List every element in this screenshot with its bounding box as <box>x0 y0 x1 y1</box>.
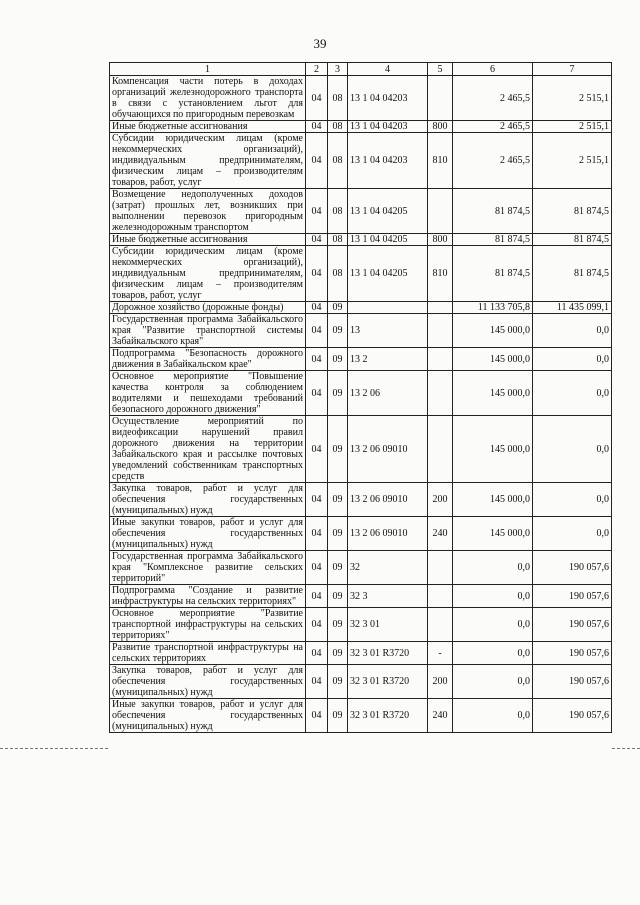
row-section: 04 <box>306 246 328 302</box>
row-amount-1: 0,0 <box>453 585 533 608</box>
column-header: 1 <box>110 63 306 76</box>
row-name: Подпрограмма "Создание и развитие инфраструктуры на сельских территориях" <box>110 585 306 608</box>
budget-table <box>109 62 612 733</box>
row-section: 04 <box>306 517 328 551</box>
row-name: Субсидии юридическим лицам (кроме некоммерческих организаций), индивидуальным предпринимателям, физическим лицам – производителям товаров, работ, услуг <box>110 133 306 189</box>
row-amount-1: 81 874,5 <box>453 246 533 302</box>
row-amount-2: 2 515,1 <box>533 76 612 121</box>
row-expense-type <box>428 585 453 608</box>
row-section: 04 <box>306 585 328 608</box>
row-subsection: 08 <box>328 189 348 234</box>
row-expense-type <box>428 348 453 371</box>
column-header: 4 <box>348 63 428 76</box>
row-amount-1: 145 000,0 <box>453 348 533 371</box>
row-expense-type <box>428 76 453 121</box>
table-row <box>110 483 612 517</box>
row-expense-type: 800 <box>428 234 453 246</box>
row-subsection: 09 <box>328 517 348 551</box>
row-expense-type <box>428 551 453 585</box>
row-name: Развитие транспортной инфраструктуры на сельских территориях <box>110 642 306 665</box>
row-amount-2: 190 057,6 <box>533 608 612 642</box>
row-target-code: 32 3 <box>348 585 428 608</box>
row-amount-2: 2 515,1 <box>533 133 612 189</box>
row-subsection: 09 <box>328 416 348 483</box>
row-section: 04 <box>306 121 328 133</box>
row-target-code: 13 1 04 04205 <box>348 234 428 246</box>
row-section: 04 <box>306 665 328 699</box>
row-amount-2: 0,0 <box>533 314 612 348</box>
row-amount-2: 0,0 <box>533 371 612 416</box>
row-name: Государственная программа Забайкальского края "Комплексное развитие сельских территорий" <box>110 551 306 585</box>
table-row <box>110 348 612 371</box>
row-section: 04 <box>306 483 328 517</box>
row-amount-2: 0,0 <box>533 416 612 483</box>
row-amount-2: 81 874,5 <box>533 189 612 234</box>
row-amount-2: 0,0 <box>533 348 612 371</box>
row-amount-2: 190 057,6 <box>533 551 612 585</box>
row-name: Субсидии юридическим лицам (кроме некоммерческих организаций), индивидуальным предпринимателям, физическим лицам – производителям товаров, работ, услуг <box>110 246 306 302</box>
table-row <box>110 121 612 133</box>
row-section: 04 <box>306 371 328 416</box>
row-target-code: 13 1 04 04203 <box>348 121 428 133</box>
row-target-code: 13 2 06 09010 <box>348 483 428 517</box>
row-name: Иные бюджетные ассигнования <box>110 234 306 246</box>
row-section: 04 <box>306 348 328 371</box>
row-expense-type: 200 <box>428 665 453 699</box>
row-expense-type: 810 <box>428 246 453 302</box>
row-expense-type <box>428 371 453 416</box>
table-row <box>110 517 612 551</box>
row-name: Иные бюджетные ассигнования <box>110 121 306 133</box>
row-amount-2: 2 515,1 <box>533 121 612 133</box>
scan-artifact-line <box>612 748 640 749</box>
row-amount-1: 0,0 <box>453 551 533 585</box>
row-subsection: 09 <box>328 314 348 348</box>
row-amount-1: 2 465,5 <box>453 76 533 121</box>
row-section: 04 <box>306 608 328 642</box>
column-header: 7 <box>533 63 612 76</box>
row-amount-2: 190 057,6 <box>533 665 612 699</box>
row-amount-2: 190 057,6 <box>533 642 612 665</box>
row-expense-type <box>428 189 453 234</box>
table-row <box>110 314 612 348</box>
row-name: Закупка товаров, работ и услуг для обеспечения государственных (муниципальных) нужд <box>110 665 306 699</box>
row-amount-1: 2 465,5 <box>453 121 533 133</box>
row-name: Основное мероприятие "Развитие транспортной инфраструктуры на сельских территориях" <box>110 608 306 642</box>
row-name: Иные закупки товаров, работ и услуг для обеспечения государственных (муниципальных) нужд <box>110 517 306 551</box>
scan-artifact-line <box>0 748 108 749</box>
table-row <box>110 608 612 642</box>
row-expense-type <box>428 416 453 483</box>
row-name: Государственная программа Забайкальского края "Развитие транспортной системы Забайкальского края" <box>110 314 306 348</box>
row-amount-1: 145 000,0 <box>453 371 533 416</box>
column-header: 2 <box>306 63 328 76</box>
row-section: 04 <box>306 302 328 314</box>
table-body <box>110 76 612 733</box>
row-expense-type: 200 <box>428 483 453 517</box>
row-name: Иные закупки товаров, работ и услуг для обеспечения государственных (муниципальных) нужд <box>110 699 306 733</box>
table-row <box>110 189 612 234</box>
row-amount-1: 0,0 <box>453 608 533 642</box>
table-row <box>110 551 612 585</box>
table-row <box>110 302 612 314</box>
row-expense-type: 240 <box>428 699 453 733</box>
row-subsection: 09 <box>328 699 348 733</box>
row-target-code: 32 3 01 R3720 <box>348 665 428 699</box>
table-row <box>110 246 612 302</box>
row-name: Основное мероприятие "Повышение качества контроля за соблюдением водителями и пешеходами требований безопасного дорожного движения" <box>110 371 306 416</box>
row-section: 04 <box>306 76 328 121</box>
row-amount-1: 145 000,0 <box>453 517 533 551</box>
row-section: 04 <box>306 189 328 234</box>
table-row <box>110 642 612 665</box>
row-section: 04 <box>306 551 328 585</box>
row-section: 04 <box>306 699 328 733</box>
row-subsection: 09 <box>328 348 348 371</box>
row-amount-1: 145 000,0 <box>453 314 533 348</box>
row-target-code: 13 1 04 04205 <box>348 189 428 234</box>
table-row <box>110 665 612 699</box>
row-name: Компенсация части потерь в доходах организаций железнодорожного транспорта в связи с установлением льгот для обучающихся по пригородным перевозкам <box>110 76 306 121</box>
table-row <box>110 76 612 121</box>
row-expense-type: 240 <box>428 517 453 551</box>
row-subsection: 09 <box>328 483 348 517</box>
row-subsection: 09 <box>328 302 348 314</box>
row-subsection: 09 <box>328 551 348 585</box>
row-amount-1: 2 465,5 <box>453 133 533 189</box>
row-amount-2: 81 874,5 <box>533 234 612 246</box>
row-subsection: 08 <box>328 133 348 189</box>
row-amount-2: 190 057,6 <box>533 585 612 608</box>
row-name: Закупка товаров, работ и услуг для обеспечения государственных (муниципальных) нужд <box>110 483 306 517</box>
row-amount-1: 0,0 <box>453 642 533 665</box>
row-amount-1: 0,0 <box>453 699 533 733</box>
row-amount-2: 81 874,5 <box>533 246 612 302</box>
row-amount-2: 11 435 099,1 <box>533 302 612 314</box>
row-amount-2: 0,0 <box>533 483 612 517</box>
row-expense-type: - <box>428 642 453 665</box>
row-expense-type: 810 <box>428 133 453 189</box>
row-name: Подпрограмма "Безопасность дорожного движения в Забайкальском крае" <box>110 348 306 371</box>
row-amount-2: 190 057,6 <box>533 699 612 733</box>
page-number: 39 <box>313 36 327 51</box>
row-target-code: 13 2 06 <box>348 371 428 416</box>
row-target-code: 32 3 01 <box>348 608 428 642</box>
row-expense-type <box>428 608 453 642</box>
table-row <box>110 133 612 189</box>
row-target-code: 13 2 06 09010 <box>348 416 428 483</box>
row-target-code: 13 <box>348 314 428 348</box>
row-subsection: 08 <box>328 76 348 121</box>
row-section: 04 <box>306 133 328 189</box>
row-subsection: 08 <box>328 121 348 133</box>
row-subsection: 09 <box>328 371 348 416</box>
row-target-code: 32 <box>348 551 428 585</box>
row-section: 04 <box>306 642 328 665</box>
row-target-code: 13 2 <box>348 348 428 371</box>
row-amount-1: 11 133 705,8 <box>453 302 533 314</box>
row-section: 04 <box>306 234 328 246</box>
row-subsection: 09 <box>328 608 348 642</box>
row-amount-1: 145 000,0 <box>453 483 533 517</box>
row-subsection: 08 <box>328 234 348 246</box>
table-row <box>110 416 612 483</box>
row-subsection: 08 <box>328 246 348 302</box>
row-expense-type: 800 <box>428 121 453 133</box>
row-target-code: 13 1 04 04203 <box>348 76 428 121</box>
table-row <box>110 585 612 608</box>
row-section: 04 <box>306 314 328 348</box>
row-target-code <box>348 302 428 314</box>
row-target-code: 13 2 06 09010 <box>348 517 428 551</box>
column-header: 5 <box>428 63 453 76</box>
row-name: Осуществление мероприятий по видеофиксации нарушений правил дорожного движения на территории Забайкальского края и рассылке почтовых уведомлений собственникам транспортных средств <box>110 416 306 483</box>
row-amount-2: 0,0 <box>533 517 612 551</box>
row-name: Дорожное хозяйство (дорожные фонды) <box>110 302 306 314</box>
row-amount-1: 81 874,5 <box>453 234 533 246</box>
table-row <box>110 234 612 246</box>
row-section: 04 <box>306 416 328 483</box>
table-row <box>110 699 612 733</box>
row-target-code: 13 1 04 04205 <box>348 246 428 302</box>
row-target-code: 13 1 04 04203 <box>348 133 428 189</box>
row-amount-1: 81 874,5 <box>453 189 533 234</box>
row-subsection: 09 <box>328 665 348 699</box>
row-name: Возмещение недополученных доходов (затрат) прошлых лет, возникших при выполнении перевозок пригородным железнодорожным транспортом <box>110 189 306 234</box>
column-header: 6 <box>453 63 533 76</box>
table-header-row <box>110 63 612 76</box>
table-row <box>110 371 612 416</box>
row-expense-type <box>428 314 453 348</box>
row-subsection: 09 <box>328 642 348 665</box>
column-header: 3 <box>328 63 348 76</box>
row-target-code: 32 3 01 R3720 <box>348 699 428 733</box>
row-subsection: 09 <box>328 585 348 608</box>
row-amount-1: 0,0 <box>453 665 533 699</box>
row-expense-type <box>428 302 453 314</box>
row-amount-1: 145 000,0 <box>453 416 533 483</box>
row-target-code: 32 3 01 R3720 <box>348 642 428 665</box>
